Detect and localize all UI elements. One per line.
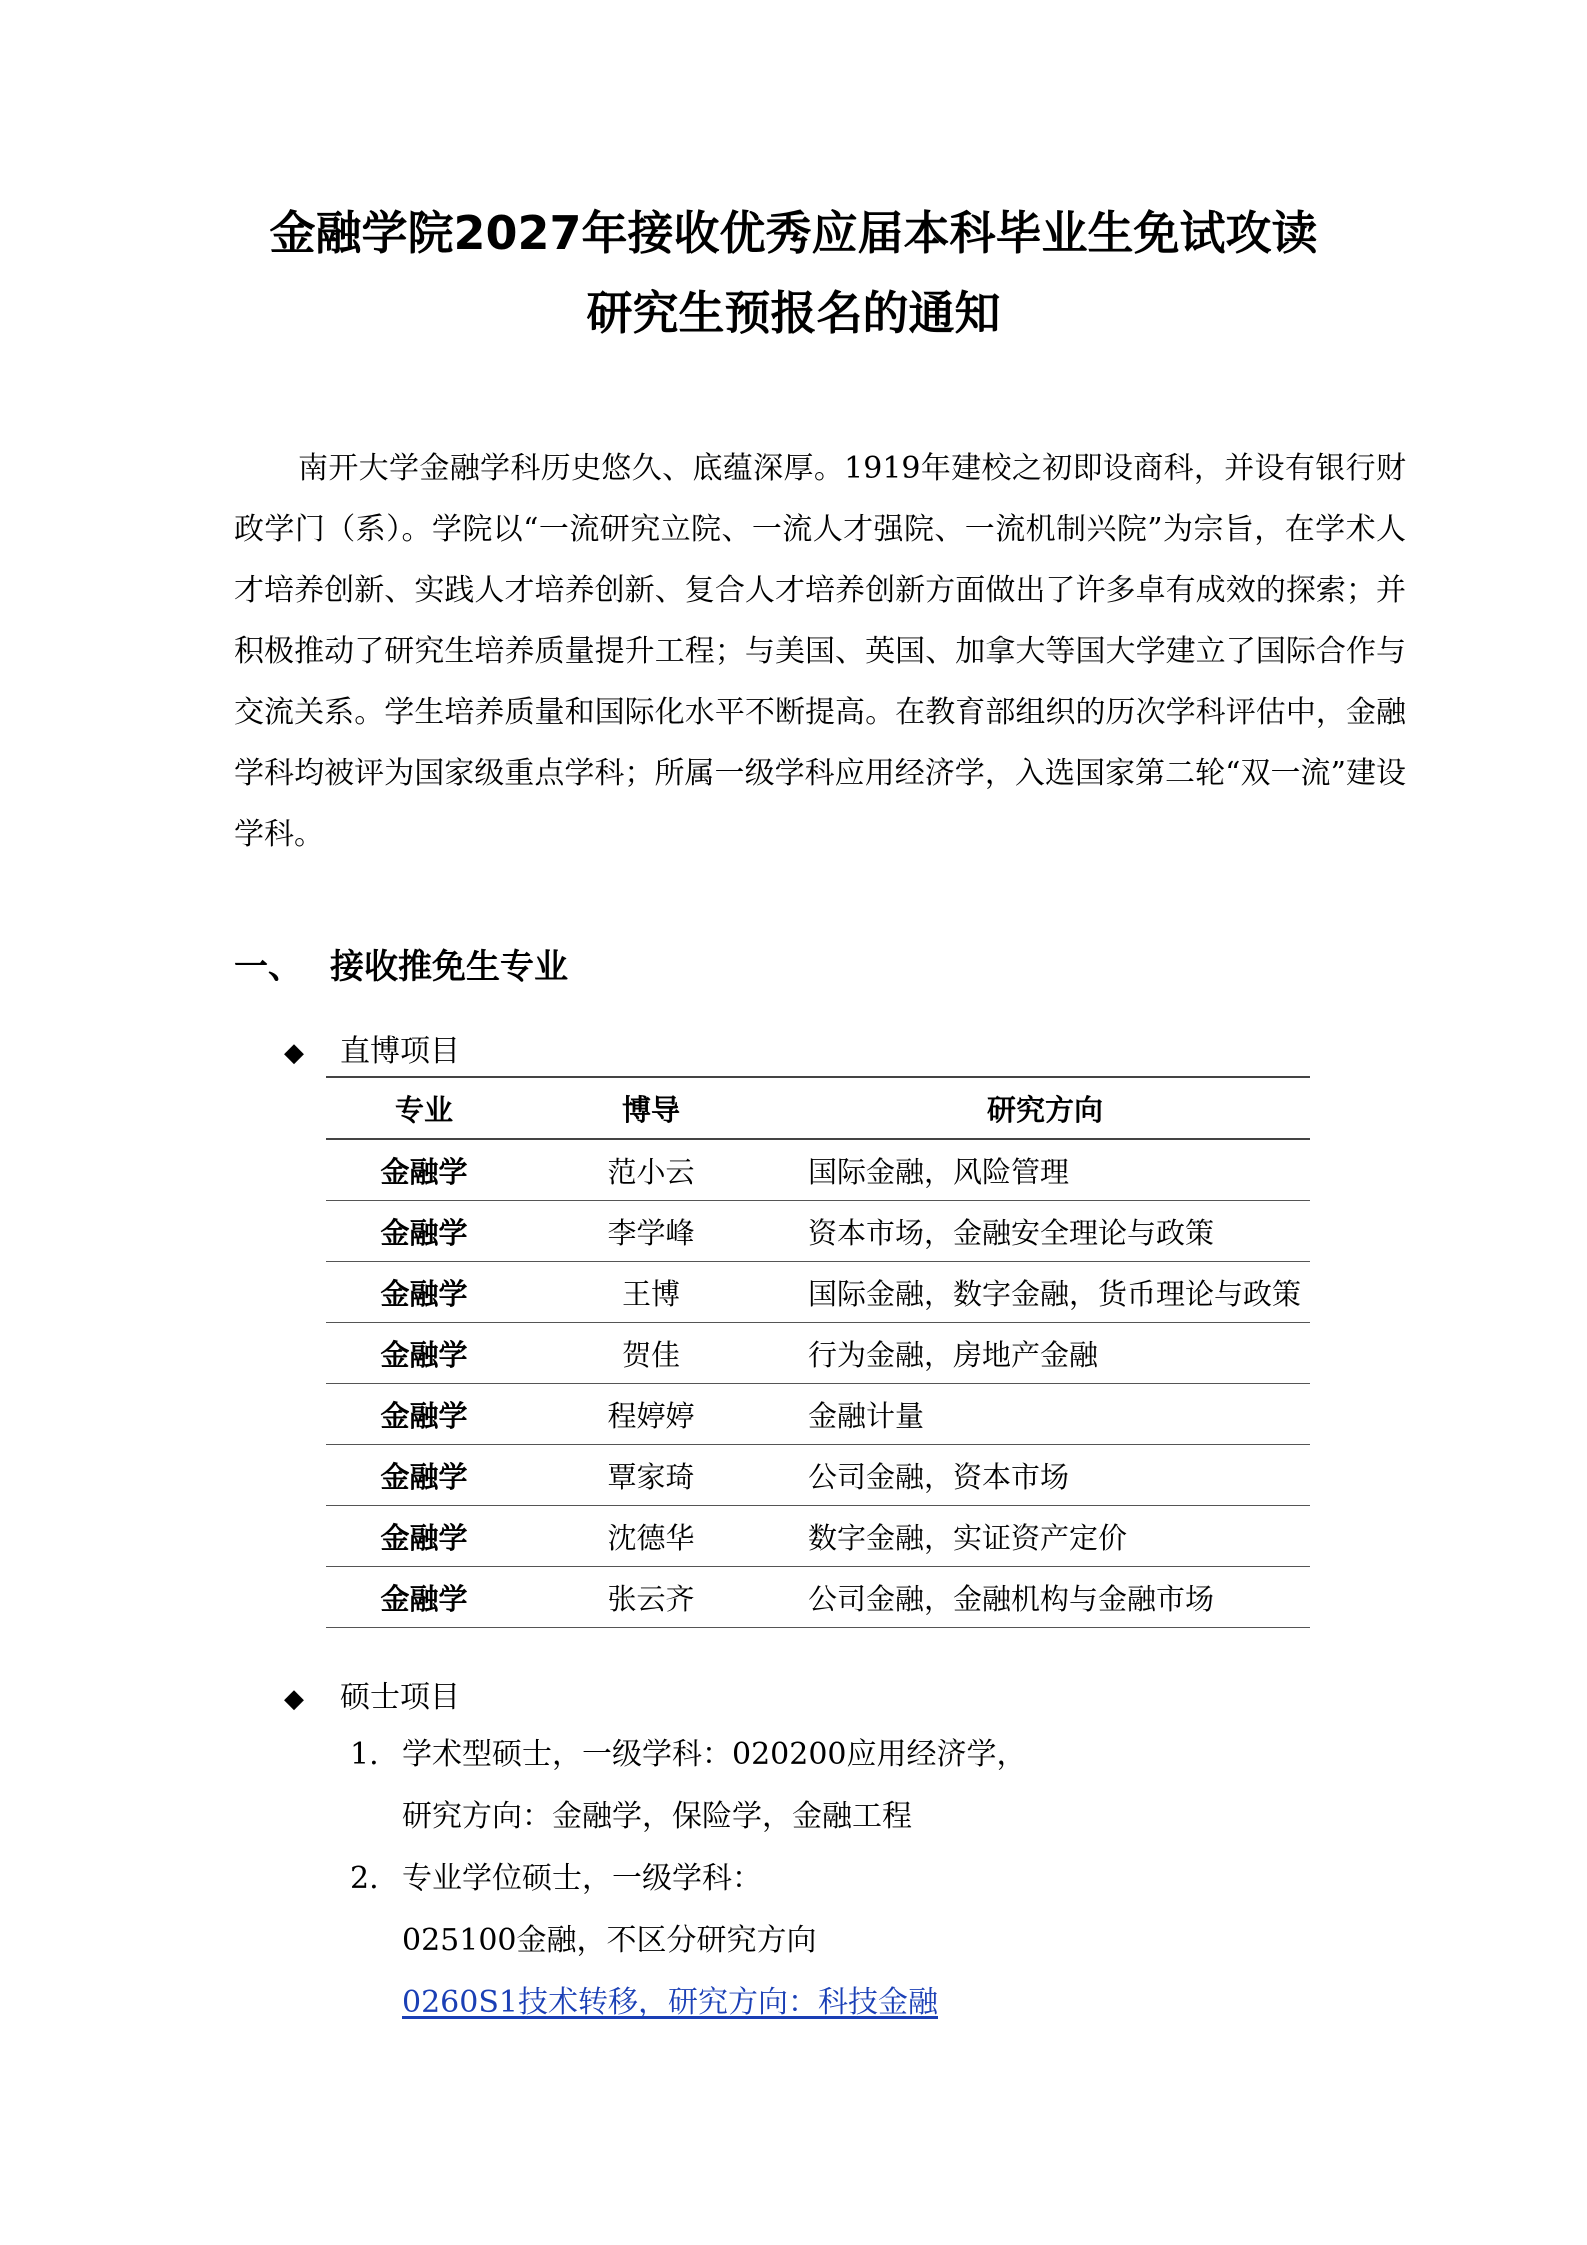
direct-phd-table <box>326 1076 1310 1628</box>
master-program-list <box>350 1724 1027 2034</box>
table-row <box>326 1323 1310 1384</box>
list-item-continuation: 研究方向：金融学，保险学，金融工程 <box>402 1799 912 1834</box>
cell-major: 金融学 <box>326 1323 522 1384</box>
table-row <box>326 1139 1310 1201</box>
table-row <box>326 1262 1310 1323</box>
cell-advisor: 贺佳 <box>522 1323 780 1384</box>
cell-major: 金融学 <box>326 1201 522 1262</box>
diamond-bullet-icon: ◆ <box>284 1684 304 1714</box>
cell-direction: 国际金融，数字金融，货币理论与政策 <box>780 1262 1310 1323</box>
diamond-bullet-icon: ◆ <box>284 1038 304 1068</box>
list-item <box>350 1724 1027 1786</box>
table-header-row <box>326 1077 1310 1139</box>
tech-transfer-link[interactable]: 0260S1技术转移，研究方向：科技金融 <box>402 1985 938 2020</box>
document-title-line-1: 金融学院2027年接收优秀应届本科毕业生免试攻读 <box>269 206 1318 260</box>
cell-direction: 公司金融，资本市场 <box>780 1445 1310 1506</box>
cell-advisor: 覃家琦 <box>522 1445 780 1506</box>
table-row <box>326 1384 1310 1445</box>
intro-paragraph: 南开大学金融学科历史悠久、底蕴深厚。1919年建校之初即设商科，并设有银行财政学门（系）。学院以“一流研究立院、一流人才强院、一流机制兴院”为宗旨，在学术人才培养创新、实践人才培养创新、复合人才培养创新方面做出了许多卓有成效的探索；并积极推动了研究生培养质量提升工程；与美国、英国、加拿大等国大学建立了国际合作与交流关系。学生培养质量和国际化水平不断提高。在教育部组织的历次学科评估中，金融学科均被评为国家级重点学科；所属一级学科应用经济学，入选国家第二轮“双一流”建设学科。 <box>234 451 1406 852</box>
section-number: 一、 <box>234 947 302 987</box>
list-text: 学术型硕士，一级学科：020200应用经济学， <box>402 1737 1027 1772</box>
cell-advisor: 王博 <box>522 1262 780 1323</box>
cell-direction: 行为金融，房地产金融 <box>780 1323 1310 1384</box>
bullet-label: 直博项目 <box>340 1034 460 1069</box>
cell-advisor: 程婷婷 <box>522 1384 780 1445</box>
cell-direction: 数字金融，实证资产定价 <box>780 1506 1310 1567</box>
cell-direction: 金融计量 <box>780 1384 1310 1445</box>
section-heading-1 <box>234 946 568 988</box>
header-direction: 研究方向 <box>780 1077 1310 1139</box>
section-title: 接收推免生专业 <box>330 947 568 987</box>
table-row <box>326 1567 1310 1628</box>
cell-advisor: 范小云 <box>522 1139 780 1201</box>
cell-direction: 公司金融，金融机构与金融市场 <box>780 1567 1310 1628</box>
intro-paragraph-block <box>234 438 1406 865</box>
bullet-direct-phd <box>284 1032 460 1073</box>
table-row <box>326 1445 1310 1506</box>
cell-advisor: 张云齐 <box>522 1567 780 1628</box>
list-text: 专业学位硕士，一级学科： <box>402 1861 762 1896</box>
list-number: 2. <box>350 1861 379 1896</box>
bullet-master <box>284 1678 460 1719</box>
cell-direction: 国际金融，风险管理 <box>780 1139 1310 1201</box>
cell-major: 金融学 <box>326 1262 522 1323</box>
cell-major: 金融学 <box>326 1384 522 1445</box>
list-item <box>350 1848 1027 1910</box>
bullet-label: 硕士项目 <box>340 1680 460 1715</box>
cell-advisor: 李学峰 <box>522 1201 780 1262</box>
cell-major: 金融学 <box>326 1506 522 1567</box>
table-row <box>326 1506 1310 1567</box>
header-major: 专业 <box>326 1077 522 1139</box>
cell-direction: 资本市场，金融安全理论与政策 <box>780 1201 1310 1262</box>
cell-major: 金融学 <box>326 1445 522 1506</box>
list-item-continuation <box>350 1972 1027 2034</box>
document-title-line-2: 研究生预报名的通知 <box>586 286 1001 340</box>
header-advisor: 博导 <box>522 1077 780 1139</box>
cell-major: 金融学 <box>326 1567 522 1628</box>
cell-major: 金融学 <box>326 1139 522 1201</box>
cell-advisor: 沈德华 <box>522 1506 780 1567</box>
list-item-continuation: 025100金融，不区分研究方向 <box>402 1923 817 1958</box>
list-number: 1. <box>350 1737 379 1772</box>
table-row <box>326 1201 1310 1262</box>
